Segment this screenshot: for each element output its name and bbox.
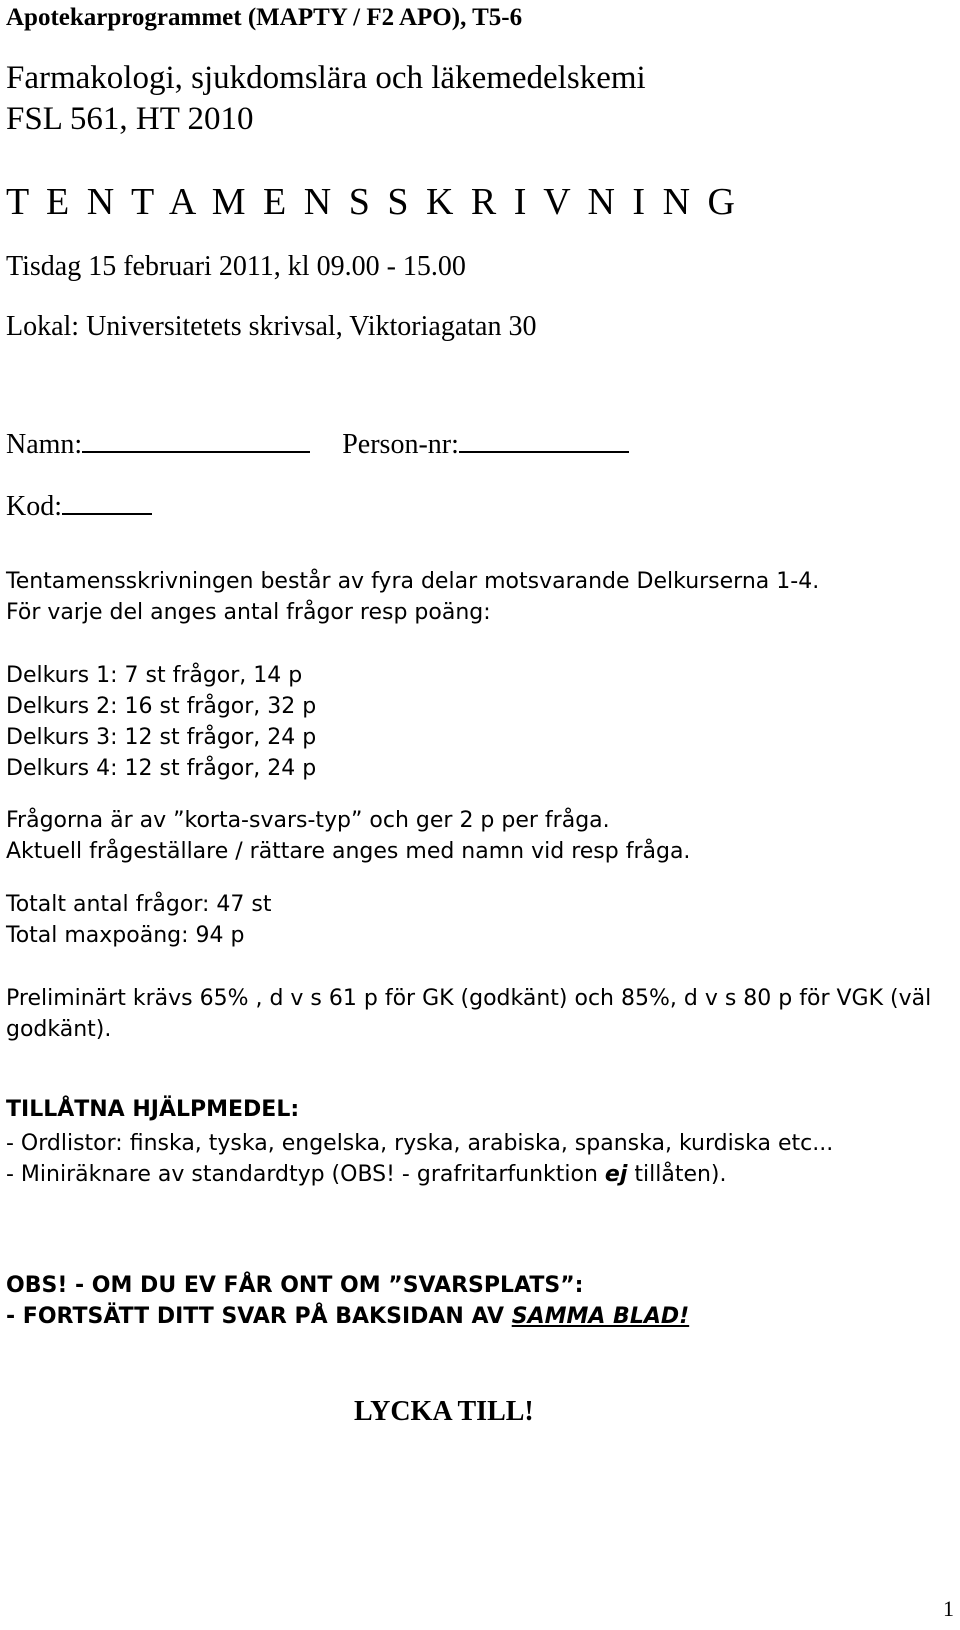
intro-line-1: Tentamensskrivningen består av fyra delar motsvarande Delkurserna 1-4.: [6, 569, 820, 594]
total-questions: Totalt antal frågor: 47 st: [6, 892, 272, 917]
list-item: [6, 1159, 833, 1190]
questions-info: [6, 805, 690, 867]
allowed-aids-heading: TILLÅTNA HJÄLPMEDEL:: [6, 1097, 300, 1122]
obs-line-2-start: - FORTSÄTT DITT SVAR PÅ BAKSIDAN AV: [6, 1304, 512, 1329]
aids-item-2-start: - Miniräknare av standardtyp (OBS! - grafritarfunktion: [6, 1162, 605, 1187]
good-luck-text: LYCKA TILL!: [354, 1396, 534, 1427]
exam-cover-page: [6, 0, 954, 1630]
aids-item-2-emphasis: ej: [604, 1162, 628, 1187]
page-number: 1: [943, 1596, 954, 1621]
obs-notice: [6, 1270, 689, 1332]
course-code: FSL 561, HT 2010: [6, 101, 254, 137]
list-item: Delkurs 4: 12 st frågor, 24 p: [6, 756, 317, 781]
total-max-points: Total maxpoäng: 94 p: [6, 923, 245, 948]
name-field[interactable]: [82, 423, 310, 453]
list-item: Delkurs 1: 7 st frågor, 14 p: [6, 663, 303, 688]
program-heading: Apotekarprogrammet (MAPTY / F2 APO), T5-6: [6, 4, 523, 31]
obs-line-2-underlined: SAMMA BLAD!: [511, 1304, 690, 1329]
list-item: Delkurs 2: 16 st frågor, 32 p: [6, 694, 317, 719]
code-field[interactable]: [62, 485, 152, 515]
delkurs-list: [6, 660, 316, 784]
exam-date: Tisdag 15 februari 2011, kl 09.00 - 15.00: [6, 251, 466, 282]
code-label: Kod:: [6, 491, 62, 522]
questions-info-line-2: Aktuell frågeställare / rättare anges med namn vid resp fråga.: [6, 839, 691, 864]
intro-line-2: För varje del anges antal frågor resp poäng:: [6, 600, 491, 625]
questions-info-line-1: Frågorna är av ”korta-svars-typ” och ger 2 p per fråga.: [6, 808, 610, 833]
preliminary-grading: Preliminärt krävs 65% , d v s 61 p för GK (godkänt) och 85%, d v s 80 p för VGK (väl godkänt).: [6, 986, 932, 1042]
list-item: Delkurs 3: 12 st frågor, 24 p: [6, 725, 317, 750]
person-number-label: Person-nr:: [342, 429, 459, 460]
person-number-field[interactable]: [459, 423, 629, 453]
obs-line-1: OBS! - OM DU EV FÅR ONT OM ”SVARSPLATS”:: [6, 1273, 584, 1298]
allowed-aids-list: [6, 1128, 833, 1190]
exam-location: Lokal: Universitetets skrivsal, Viktoriagatan 30: [6, 311, 537, 342]
name-person-row: [6, 423, 629, 461]
totals: [6, 889, 271, 951]
list-item: - Ordlistor: finska, tyska, engelska, ryska, arabiska, spanska, kurdiska etc...: [6, 1131, 834, 1156]
course-title: Farmakologi, sjukdomslära och läkemedelskemi: [6, 60, 646, 96]
aids-item-2-end: tillåten).: [627, 1162, 727, 1187]
exam-title: T E N T A M E N S S K R I V N I N G: [6, 181, 739, 223]
code-row: [6, 485, 152, 523]
name-label: Namn:: [6, 429, 83, 460]
obs-line-2: [6, 1301, 689, 1332]
intro-text: [6, 566, 819, 628]
